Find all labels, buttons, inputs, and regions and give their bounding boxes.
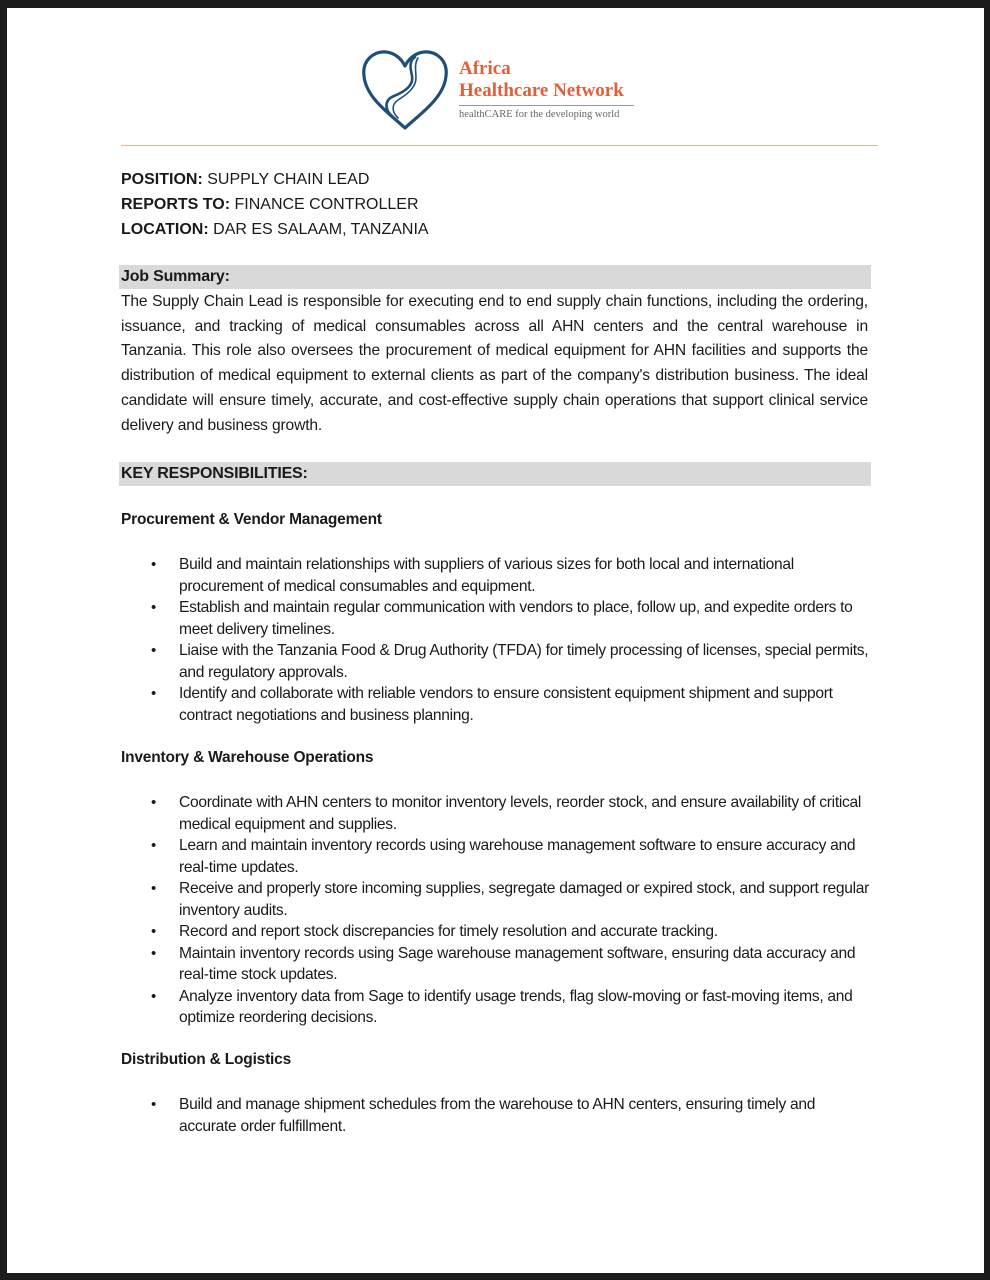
- bullet-icon: •: [151, 1096, 156, 1113]
- reports-to-row: [121, 192, 429, 217]
- bullet-icon: •: [151, 599, 156, 616]
- position-row: [121, 167, 429, 192]
- list-item: • Establish and maintain regular communication with vendors to place, follow up, and expedite orders to meet delivery timelines.: [151, 599, 853, 638]
- list-item: • Receive and properly store incoming supplies, segregate damaged or expired stock, and support regular inventory audits.: [151, 880, 870, 919]
- header-divider: [121, 145, 878, 146]
- position-value: SUPPLY CHAIN LEAD: [207, 171, 370, 188]
- list-item: • Build and maintain relationships with suppliers of various sizes for both local and international procurement of medical consumables and equipment.: [151, 556, 794, 595]
- bullet-icon: •: [151, 944, 156, 962]
- list-item: • Coordinate with AHN centers to monitor inventory levels, reorder stock, and ensure availability of critical medical equipment and supplies.: [151, 794, 862, 833]
- procurement-list: [121, 554, 871, 726]
- section-heading-procurement: Procurement & Vendor Management: [121, 511, 382, 528]
- bullet-icon: •: [151, 987, 156, 1005]
- job-summary-heading: Job Summary:: [119, 265, 871, 289]
- bullet-icon: •: [151, 794, 156, 811]
- bullet-icon: •: [151, 685, 156, 702]
- org-tagline: healthCARE for the developing world: [459, 109, 620, 120]
- section-heading-inventory: Inventory & Warehouse Operations: [121, 749, 374, 766]
- org-name-line2: Healthcare Network: [459, 80, 624, 101]
- location-value: DAR ES SALAAM, TANZANIA: [213, 221, 429, 238]
- bullet-icon: •: [151, 923, 156, 940]
- list-item: • Build and manage shipment schedules from the warehouse to AHN centers, ensuring timely and accurate order fulfillment.: [151, 1096, 816, 1135]
- section-heading-distribution: Distribution & Logistics: [121, 1051, 292, 1068]
- key-responsibilities-heading: KEY RESPONSIBILITIES:: [119, 462, 871, 486]
- organization-logo: [354, 42, 644, 134]
- list-item: • Learn and maintain inventory records using warehouse management software to ensure accuracy and real-time updates.: [151, 837, 856, 876]
- bullet-icon: •: [151, 837, 156, 854]
- heart-logo-icon: [360, 48, 450, 132]
- location-row: [121, 217, 429, 242]
- distribution-list: [121, 1094, 871, 1137]
- bullet-icon: •: [151, 556, 156, 573]
- job-summary-text: The Supply Chain Lead is responsible for executing end to end supply chain functions, including the ordering, issuance, and tracking of medical consumables across all AHN centers and the central warehouse in Tanzania. This role also oversees the procurement of medical equipment for AHN facilities and supports the distribution of medical equipment to external clients as part of the company's distribution business. The ideal candidate will ensure timely, accurate, and cost-effective supply chain operations that support clinical service delivery and business growth.: [121, 293, 868, 434]
- bullet-icon: •: [151, 642, 156, 659]
- list-item: • Analyze inventory data from Sage to identify usage trends, flag slow-moving or fast-moving items, and optimize reordering decisions.: [151, 987, 853, 1026]
- inventory-list: [121, 792, 871, 1029]
- reports-to-value: FINANCE CONTROLLER: [234, 196, 419, 213]
- position-label: POSITION:: [121, 171, 203, 188]
- location-label: LOCATION:: [121, 221, 209, 238]
- list-item: • Liaise with the Tanzania Food & Drug Authority (TFDA) for timely processing of licenses, special permits, and regulatory approvals.: [151, 642, 869, 681]
- reports-to-label: REPORTS TO:: [121, 196, 231, 213]
- list-item: • Record and report stock discrepancies for timely resolution and accurate tracking.: [121, 921, 871, 943]
- list-item: • Identify and collaborate with reliable vendors to ensure consistent equipment shipment and support contract negotiations and business planning.: [151, 685, 833, 724]
- position-details: [121, 167, 429, 242]
- org-name-line1: Africa: [459, 58, 511, 79]
- document-page: [7, 8, 984, 1273]
- logo-divider: [459, 105, 634, 106]
- list-item: • Maintain inventory records using Sage warehouse management software, ensuring data accuracy and real-time stock updates.: [151, 944, 856, 983]
- bullet-icon: •: [151, 880, 156, 897]
